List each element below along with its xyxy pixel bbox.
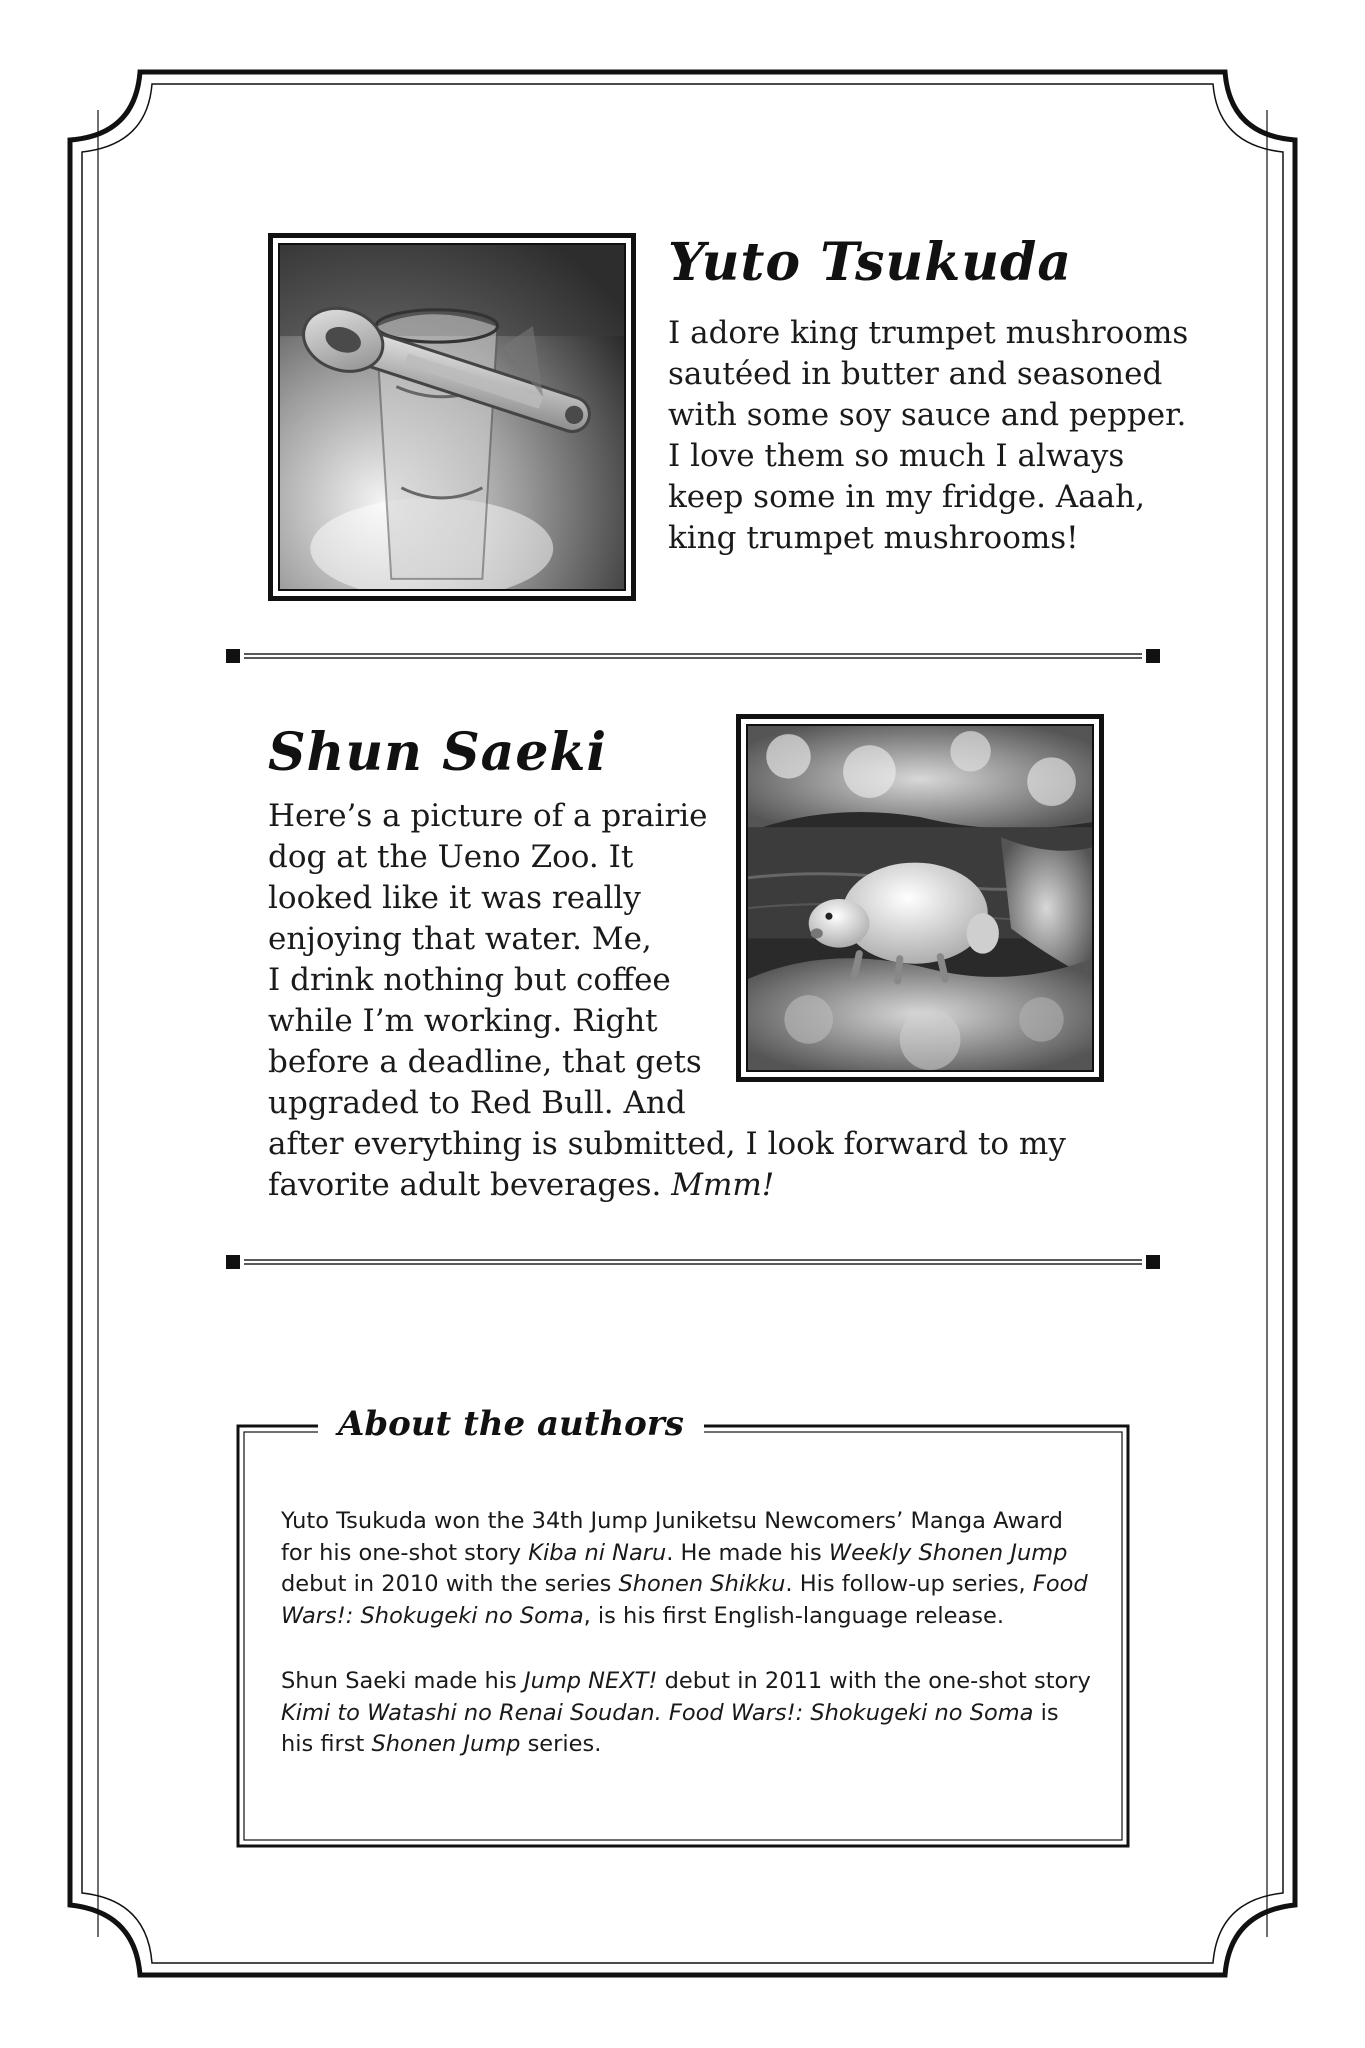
section-divider	[226, 648, 1160, 664]
about-p2-text: debut in 2011 with the one-shot story	[657, 1668, 1091, 1694]
author2-last-line-italic: Mmm!	[671, 1167, 775, 1203]
about-p2-text: Shun Saeki made his	[281, 1668, 524, 1694]
author2-comment-line: enjoying that water. Me,	[268, 921, 652, 957]
about-p2-title: Kimi to Watashi no Renai Soudan. Food Wars!: Shokugeki no Soma	[281, 1699, 1034, 1726]
author2-comment-line: after everything is submitted, I look forward to my	[268, 1126, 1066, 1162]
author2-comment-line: Here’s a picture of a prairie	[268, 798, 708, 834]
author1-comment-line: I adore king trumpet mushrooms	[668, 315, 1189, 351]
about-paragraph-tsukuda	[281, 1506, 1093, 1632]
about-p2-title: Jump NEXT!	[523, 1668, 658, 1694]
about-p1-text: debut in 2010 with the series	[281, 1571, 619, 1597]
about-p1-text: . His follow-up series,	[785, 1571, 1033, 1597]
author1-comment-line: king trumpet mushrooms!	[668, 520, 1079, 556]
photo-bottle-opener	[268, 233, 636, 601]
photo-prairie-dog	[736, 714, 1104, 1082]
author1-comment-line: keep some in my fridge. Aaah,	[668, 479, 1145, 515]
author-name-yuto-tsukuda: Yuto Tsukuda	[668, 232, 1073, 293]
about-p2-title: Shonen Jump	[371, 1731, 521, 1757]
author2-comment-line: upgraded to Red Bull. And	[268, 1085, 686, 1121]
about-p1-text: . He made his	[666, 1539, 829, 1566]
bottle-opener-image	[280, 245, 624, 589]
about-title: About the authors	[318, 1404, 704, 1444]
author1-comment	[668, 313, 1188, 559]
about-paragraph-saeki	[281, 1666, 1093, 1761]
about-p1-text: , is his first English-language release.	[583, 1602, 1005, 1629]
author2-comment-line: looked like it was really	[268, 880, 641, 916]
about-p2-text: series.	[520, 1731, 602, 1757]
author-name-shun-saeki: Shun Saeki	[268, 722, 608, 783]
author2-comment-line: I drink nothing but coffee	[268, 962, 671, 998]
author2-last-line: favorite adult beverages.	[268, 1167, 662, 1203]
author1-comment-line: I love them so much I always	[668, 438, 1125, 474]
about-p1-title: Shonen Shikku	[618, 1571, 786, 1597]
author2-comment-line: while I’m working. Right	[268, 1003, 658, 1039]
about-p1-title: Food Wars!: Shokugeki no Soma	[281, 1571, 1088, 1629]
author2-comment-line	[268, 1165, 1066, 1206]
author1-comment-line: sautéed in butter and seasoned	[668, 356, 1163, 392]
author2-comment-line: dog at the Ueno Zoo. It	[268, 839, 634, 875]
about-p1-text: Yuto Tsukuda won the 34th Jump Juniketsu Newcomers’ Manga Award for his one-shot story	[281, 1508, 1063, 1566]
about-box-border	[236, 1422, 1130, 1848]
about-p1-title: Weekly Shonen Jump	[828, 1539, 1068, 1566]
section-divider	[226, 1254, 1160, 1270]
author1-comment-line: with some soy sauce and pepper.	[668, 397, 1187, 433]
about-p1-title: Kiba ni Naru	[528, 1539, 667, 1566]
author2-comment-line: before a deadline, that gets	[268, 1044, 702, 1080]
about-p2-text: is his first	[281, 1699, 1059, 1757]
prairie-dog-image	[748, 726, 1092, 1070]
